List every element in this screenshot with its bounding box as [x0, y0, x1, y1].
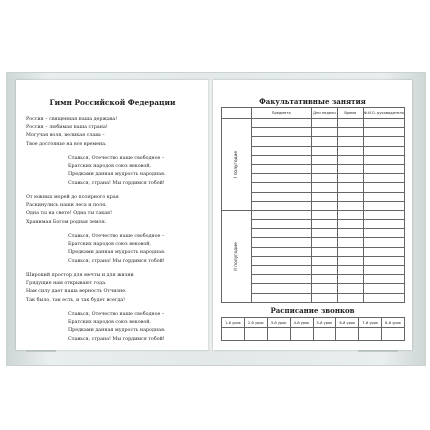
electives-cell[interactable]: [251, 201, 311, 210]
electives-cell[interactable]: [337, 155, 363, 164]
electives-cell[interactable]: [363, 293, 404, 302]
anthem-line: Грядущие нам открывают года.: [26, 281, 107, 287]
electives-cell[interactable]: [363, 164, 404, 173]
electives-cell[interactable]: [311, 146, 337, 155]
electives-cell[interactable]: [311, 174, 337, 183]
electives-cell[interactable]: [363, 256, 404, 265]
anthem-line: Твое достоянье на все времена.: [26, 141, 107, 147]
electives-cell[interactable]: [337, 229, 363, 238]
electives-cell[interactable]: [311, 210, 337, 219]
column-header: Время: [337, 108, 363, 119]
electives-header-row: [222, 108, 405, 119]
electives-cell[interactable]: [363, 192, 404, 201]
electives-cell[interactable]: [363, 119, 404, 128]
lesson-time-cell[interactable]: [336, 328, 359, 341]
electives-cell[interactable]: [363, 183, 404, 192]
electives-cell[interactable]: [311, 220, 337, 229]
electives-cell[interactable]: [311, 275, 337, 284]
anthem-line: Братских народов союз вековой,: [68, 320, 151, 326]
electives-cell[interactable]: [337, 201, 363, 210]
left-page: [16, 80, 209, 350]
electives-cell[interactable]: [363, 247, 404, 256]
lesson-time-cell[interactable]: [359, 328, 382, 341]
electives-cell[interactable]: [337, 238, 363, 247]
anthem-verse: [26, 272, 134, 305]
electives-cell[interactable]: [311, 164, 337, 173]
anthem-verse: [26, 116, 117, 149]
electives-cell[interactable]: [311, 128, 337, 137]
anthem-verse: [26, 194, 119, 227]
anthem-line: Славься, Отечество наше свободное –: [68, 234, 165, 239]
anthem-line: Так было, так есть, и так будет всегда!: [26, 297, 126, 303]
bell-header-row: [222, 318, 405, 328]
electives-cell[interactable]: [251, 266, 311, 275]
lesson-time-cell[interactable]: [222, 328, 245, 341]
lesson-time-cell[interactable]: [267, 328, 290, 341]
electives-cell[interactable]: [337, 275, 363, 284]
electives-cell[interactable]: [311, 247, 337, 256]
electives-cell[interactable]: [337, 183, 363, 192]
lesson-time-cell[interactable]: [244, 328, 267, 341]
bell-schedule-table: [221, 317, 405, 341]
anthem-line: Братских народов союз вековой,: [68, 164, 151, 170]
electives-cell[interactable]: [251, 146, 311, 155]
bell-schedule-title: Расписание звонков: [270, 306, 355, 315]
anthem-line: Братских народов союз вековой,: [68, 242, 151, 248]
anthem-line: Славься, страна! Мы гордимся тобой!: [68, 180, 165, 186]
column-header: Предмета: [251, 108, 311, 119]
lesson-label: 3-й урок: [267, 318, 290, 328]
electives-cell[interactable]: [337, 137, 363, 146]
semester-header-cell: [222, 108, 252, 119]
electives-cell[interactable]: [251, 128, 311, 137]
electives-cell[interactable]: [337, 220, 363, 229]
electives-cell[interactable]: [363, 275, 404, 284]
electives-cell[interactable]: [311, 192, 337, 201]
anthem-title: Гимн Российской Федерации: [49, 98, 176, 107]
electives-title: Факультативные занятия: [259, 97, 366, 106]
electives-cell[interactable]: [311, 137, 337, 146]
electives-cell[interactable]: [363, 137, 404, 146]
lesson-label: 4-й урок: [290, 318, 313, 328]
electives-cell[interactable]: [337, 146, 363, 155]
electives-cell[interactable]: [311, 155, 337, 164]
anthem-line: Предками данная мудрость народная.: [68, 172, 166, 178]
electives-cell[interactable]: [363, 238, 404, 247]
electives-row: [222, 119, 405, 128]
lesson-label: 5-й урок: [313, 318, 336, 328]
anthem-line: Хранимая Богом родная земля.: [26, 219, 107, 225]
electives-cell[interactable]: [363, 220, 404, 229]
anthem-line: Россия – священная наша держава!: [26, 117, 118, 122]
anthem-line: Россия – любимая наша страна!: [26, 125, 108, 131]
electives-cell[interactable]: [337, 119, 363, 128]
electives-cell[interactable]: [363, 229, 404, 238]
electives-cell[interactable]: [363, 174, 404, 183]
electives-cell[interactable]: [337, 210, 363, 219]
electives-cell[interactable]: [337, 164, 363, 173]
electives-cell[interactable]: [311, 238, 337, 247]
anthem-line: Могучая воля, великая слава –: [26, 133, 105, 139]
lesson-label: 1-й урок: [222, 318, 245, 328]
electives-cell[interactable]: [251, 238, 311, 247]
anthem-chorus: [68, 155, 166, 188]
anthem-line: Предками данная мудрость народная.: [68, 250, 166, 256]
electives-table: [221, 107, 405, 303]
anthem-line: Нам силу дает наша верность Отчизне.: [26, 289, 127, 295]
electives-cell[interactable]: [363, 201, 404, 210]
column-header: Дни недели: [311, 108, 337, 119]
electives-cell[interactable]: [311, 284, 337, 293]
lesson-label: 2-й урок: [244, 318, 267, 328]
electives-cell[interactable]: [311, 266, 337, 275]
electives-cell[interactable]: [337, 174, 363, 183]
lesson-time-cell[interactable]: [290, 328, 313, 341]
electives-cell[interactable]: [311, 183, 337, 192]
electives-cell[interactable]: [363, 266, 404, 275]
anthem-chorus: [68, 311, 166, 344]
electives-cell[interactable]: [363, 210, 404, 219]
electives-cell[interactable]: [311, 119, 337, 128]
bell-time-row: [222, 328, 405, 341]
electives-cell[interactable]: [251, 155, 311, 164]
electives-cell[interactable]: [251, 256, 311, 265]
right-page: [213, 80, 412, 350]
electives-cell[interactable]: [251, 293, 311, 302]
electives-cell[interactable]: [311, 293, 337, 302]
electives-cell[interactable]: [251, 192, 311, 201]
lesson-label: 8-й урок: [382, 318, 405, 328]
electives-cell[interactable]: [251, 210, 311, 219]
electives-cell[interactable]: [337, 128, 363, 137]
semester-label: II полугодие: [222, 210, 252, 302]
anthem-line: Славься, страна! Мы гордимся тобой!: [68, 336, 165, 342]
anthem-line: Предками данная мудрость народная.: [68, 328, 166, 334]
anthem-line: Славься, Отечество наше свободное –: [68, 156, 165, 161]
electives-cell[interactable]: [337, 266, 363, 275]
electives-cell[interactable]: [251, 119, 311, 128]
electives-row: [222, 210, 405, 219]
electives-cell[interactable]: [311, 256, 337, 265]
electives-cell[interactable]: [311, 201, 337, 210]
electives-cell[interactable]: [363, 284, 404, 293]
electives-cell[interactable]: [337, 192, 363, 201]
anthem-line: Славься, страна! Мы гордимся тобой!: [68, 258, 165, 264]
electives-cell[interactable]: [337, 247, 363, 256]
anthem-line: Широкий простор для мечты и для жизни: [26, 273, 134, 278]
electives-cell[interactable]: [363, 155, 404, 164]
electives-cell[interactable]: [251, 247, 311, 256]
electives-cell[interactable]: [251, 137, 311, 146]
electives-cell[interactable]: [337, 284, 363, 293]
anthem-chorus: [68, 233, 166, 266]
electives-cell[interactable]: [251, 164, 311, 173]
lesson-label: 7-й урок: [359, 318, 382, 328]
electives-cell[interactable]: [337, 293, 363, 302]
electives-cell[interactable]: [363, 146, 404, 155]
electives-cell[interactable]: [251, 275, 311, 284]
electives-cell[interactable]: [337, 256, 363, 265]
anthem-line: От южных морей до полярного края: [26, 195, 119, 200]
electives-cell[interactable]: [251, 183, 311, 192]
lesson-time-cell[interactable]: [382, 328, 405, 341]
lesson-time-cell[interactable]: [313, 328, 336, 341]
anthem-line: Одна ты на свете! Одна ты такая!: [26, 211, 113, 217]
electives-cell[interactable]: [251, 220, 311, 229]
lesson-label: 6-й урок: [336, 318, 359, 328]
electives-cell[interactable]: [251, 284, 311, 293]
semester-label: I полугодие: [222, 119, 252, 211]
column-header: Ф.И.О. руководителя: [363, 108, 404, 119]
anthem-line: Раскинулись наши леса и поля.: [26, 203, 107, 209]
electives-cell[interactable]: [251, 229, 311, 238]
electives-cell[interactable]: [311, 229, 337, 238]
anthem-line: Славься, Отечество наше свободное –: [68, 312, 165, 317]
electives-cell[interactable]: [251, 174, 311, 183]
electives-cell[interactable]: [363, 128, 404, 137]
